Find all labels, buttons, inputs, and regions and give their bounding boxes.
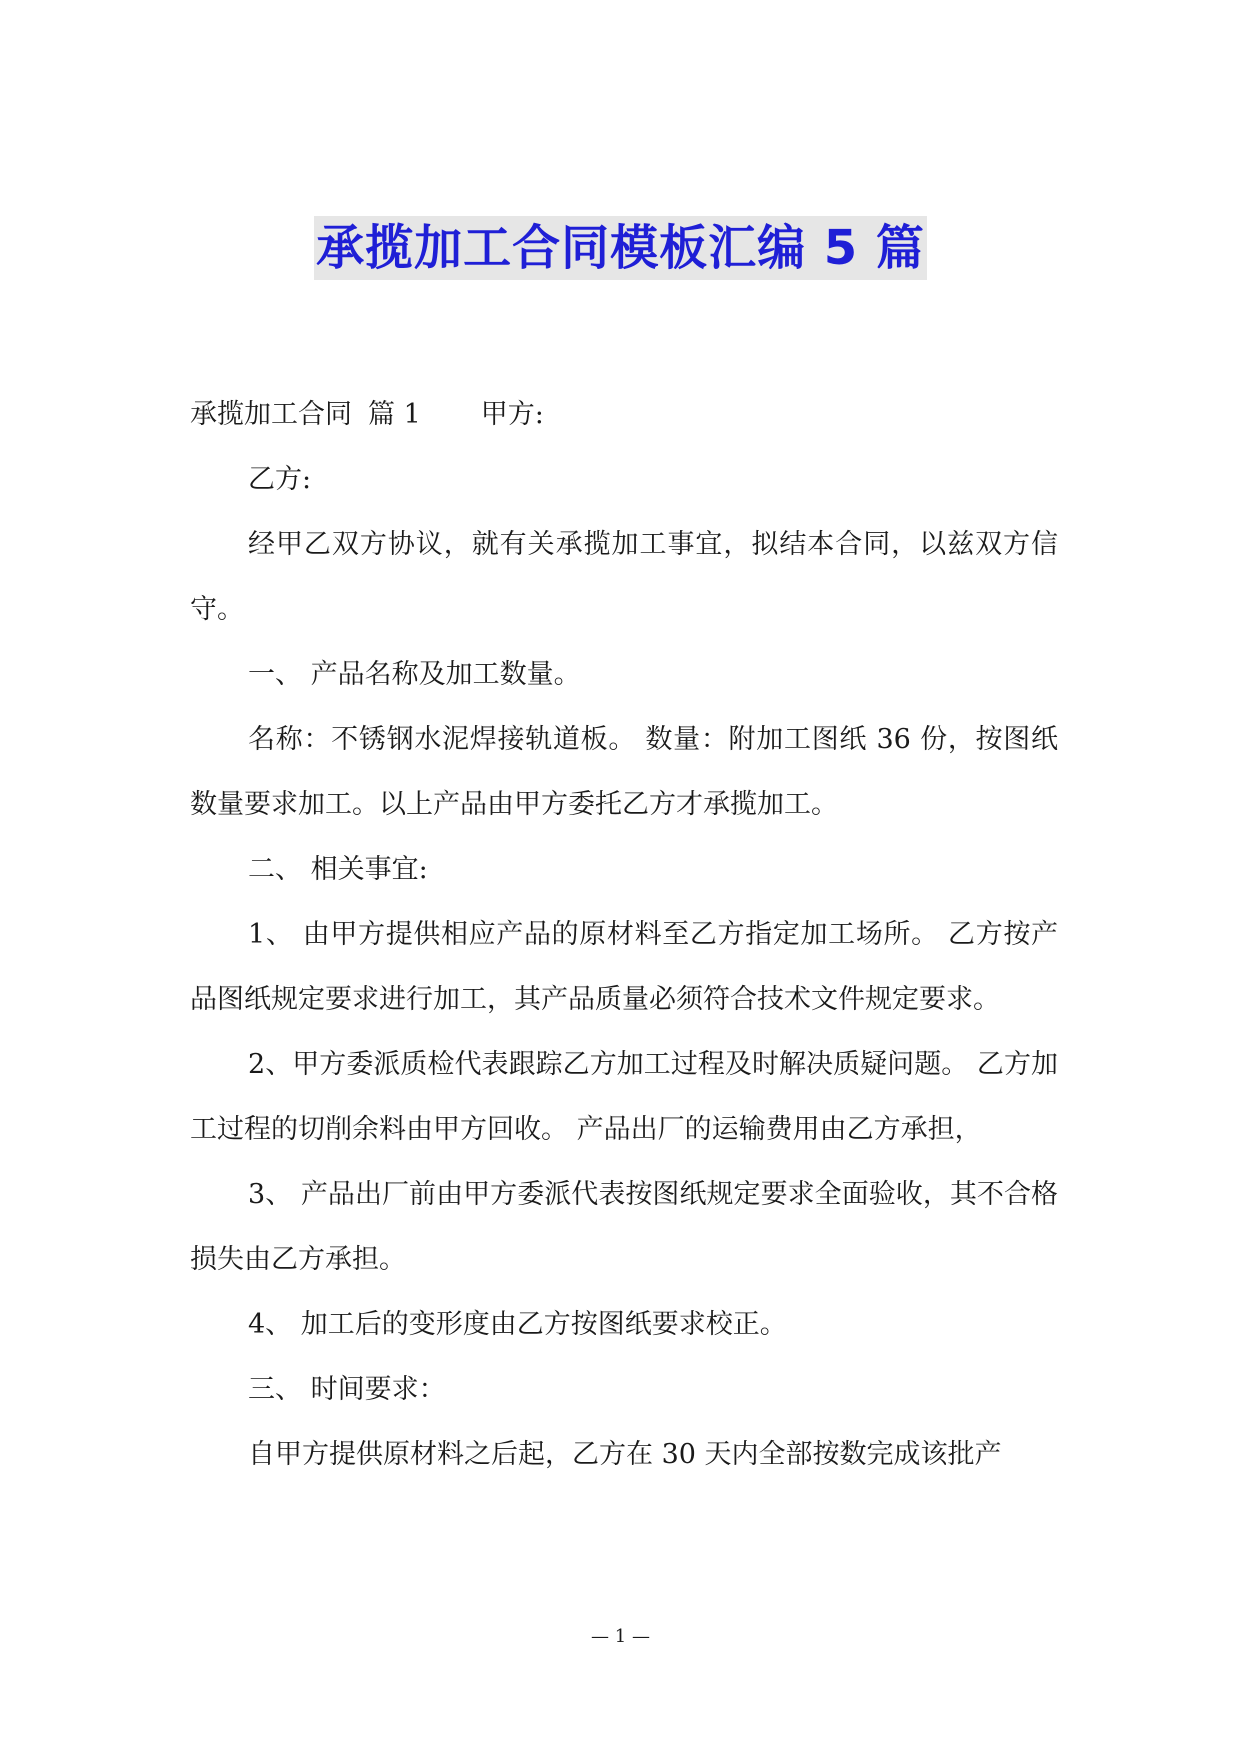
paragraph: 2、甲方委派质检代表跟踪乙方加工过程及时解决质疑问题。 乙方加工过程的切削余料由甲方回收。 产品出厂的运输费用由乙方承担， — [190, 1049, 1058, 1145]
contract-heading: 承揽加工合同 — [190, 399, 352, 430]
document-body — [190, 382, 1058, 1487]
title-container — [0, 216, 1241, 280]
paragraph: 4、 加工后的变形度由乙方按图纸要求校正。 — [248, 1309, 787, 1340]
paragraph: 1、 由甲方提供相应产品的原材料至乙方指定加工场所。 乙方按产品图纸规定要求进行加工，其产品质量必须符合技术文件规定要求。 — [190, 919, 1058, 1015]
party-a-label: 甲方: — [480, 399, 544, 430]
paragraph: 二、 相关事宜: — [248, 854, 428, 885]
paragraph: 自甲方提供原材料之后起，乙方在 30 天内全部按数完成该批产 — [248, 1439, 1002, 1470]
paragraph: 三、 时间要求： — [248, 1374, 446, 1405]
first-line — [190, 382, 1058, 447]
paragraph: 经甲乙双方协议，就有关承揽加工事宜，拟结本合同，以兹双方信守。 — [190, 529, 1058, 625]
paragraph: 3、 产品出厂前由甲方委派代表按图纸规定要求全面验收，其不合格损失由乙方承担。 — [190, 1179, 1058, 1275]
section-label: 篇 1 — [368, 399, 421, 430]
page-number: — 1 — — [591, 1626, 650, 1647]
paragraph: 名称：不锈钢水泥焊接轨道板。 数量：附加工图纸 36 份，按图纸数量要求加工。以上产品由甲方委托乙方才承揽加工。 — [190, 724, 1058, 820]
paragraph: 乙方: — [248, 464, 312, 495]
document-title: 承揽加工合同模板汇编 5 篇 — [314, 216, 927, 280]
paragraph: 一、 产品名称及加工数量。 — [248, 659, 581, 690]
